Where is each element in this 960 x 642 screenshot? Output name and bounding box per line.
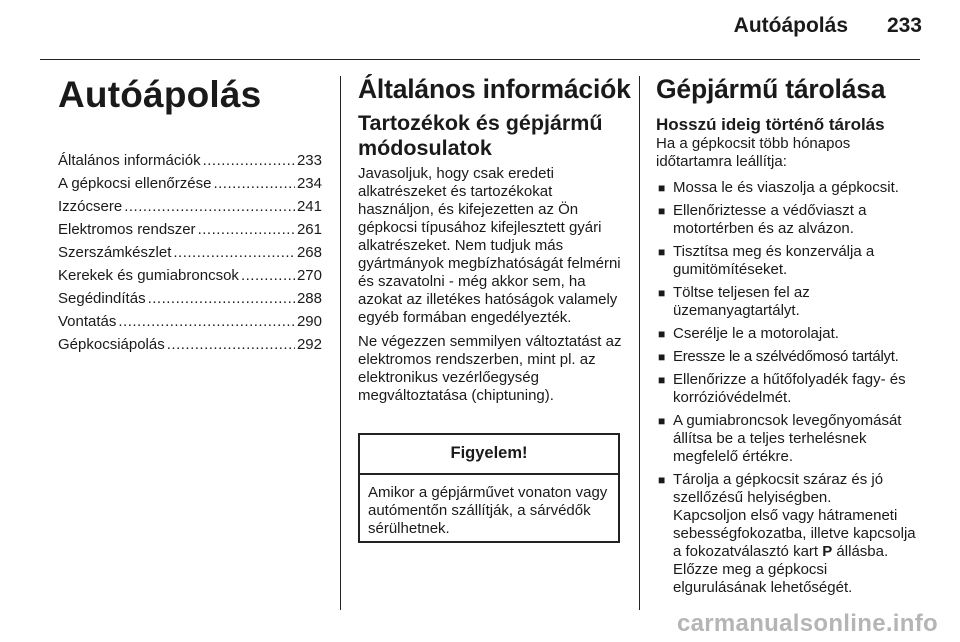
toc-entry[interactable]: [58, 195, 322, 218]
toc-entry-page: 288: [296, 290, 322, 307]
toc-entry-page: 290: [296, 313, 322, 330]
bullet-square-icon: ■: [658, 204, 666, 218]
toc-entry[interactable]: [58, 241, 322, 264]
general-info-column: [358, 74, 631, 411]
header-divider: [40, 59, 920, 60]
toc-entry-title: Szerszámkészlet: [58, 244, 172, 261]
toc-entry-page: 270: [296, 267, 322, 284]
toc-entry-page: 233: [296, 152, 322, 169]
toc-entry-title: Vontatás: [58, 313, 117, 330]
general-info-heading: Általános információk: [358, 74, 631, 104]
bullet-square-icon: ■: [658, 286, 666, 300]
list-item-text: Mossa le és viaszolja a gépkocsit.: [673, 179, 899, 196]
storage-intro: Ha a gépkocsit több hónapos időtartamra leállítja:: [656, 135, 851, 170]
list-item: [656, 284, 922, 320]
toc-entry[interactable]: [58, 149, 322, 172]
list-item: [656, 243, 922, 279]
list-item: [656, 371, 922, 407]
list-item-text: Cserélje le a motorolajat.: [673, 325, 839, 342]
toc-leader: [213, 172, 295, 195]
toc-leader: [241, 264, 295, 287]
toc-entry-title: Elektromos rendszer: [58, 221, 196, 238]
toc-entry-page: 292: [296, 336, 322, 353]
gear-position-p: P: [822, 543, 833, 560]
bullet-square-icon: ■: [658, 473, 666, 487]
watermark: carmanualsonline.info: [676, 610, 938, 637]
list-item-text: Eressze le a szélvédőmosó tartályt.: [673, 348, 899, 365]
toc-entry[interactable]: [58, 218, 322, 241]
storage-heading: Gépjármű tárolása: [656, 74, 886, 104]
accessories-subheading: Tartozékok és gépjármű módosulatok: [358, 111, 603, 160]
caution-box: [358, 433, 620, 543]
chapter-title: Autóápolás: [58, 74, 262, 115]
toc-entry-page: 261: [296, 221, 322, 238]
toc-leader: [173, 241, 295, 264]
page-number: 233: [886, 14, 922, 37]
bullet-square-icon: ■: [658, 414, 666, 428]
list-item: [656, 325, 922, 343]
bullet-square-icon: ■: [658, 350, 665, 364]
table-of-contents: [58, 149, 322, 356]
storage-column: [656, 74, 922, 602]
running-header-section: Autóápolás: [733, 14, 848, 37]
list-item-text: Tisztítsa meg és konzerválja a gumitömítéseket.: [673, 243, 875, 278]
toc-leader: [203, 149, 295, 172]
toc-entry-title: Segédindítás: [58, 290, 146, 307]
bullet-square-icon: ■: [658, 181, 666, 195]
list-item-text: Töltse teljesen fel az üzemanyagtartályt.: [673, 284, 810, 319]
column-divider-2: [639, 76, 640, 610]
toc-entry-title: Kerekek és gumiabroncsok: [58, 267, 239, 284]
toc-entry-title: Gépkocsiápolás: [58, 336, 165, 353]
bullet-square-icon: ■: [658, 373, 666, 387]
list-item-text: Tárolja a gépkocsit száraz és jó szellőzésű helyiségben.: [673, 471, 884, 506]
toc-entry-page: 241: [296, 198, 322, 215]
bullet-square-icon: ■: [658, 245, 666, 259]
bullet-square-icon: ■: [658, 327, 666, 341]
toc-entry-page: 234: [296, 175, 322, 192]
accessories-paragraph: Javasoljuk, hogy csak eredeti alkatrészeket és tartozékokat használjon, és kifejezetten az Ön gépkocsi típusához kifejlesztett gyári alkatrészeket. Nem tudjuk más gyártmányok megbízhatóságát felmérni és szavatolni - még akkor sem, ha azokat az illetékes hatóságok valamely egyéb formában engedélyezték.: [358, 165, 621, 326]
list-item: [656, 471, 922, 597]
list-item-text: A gumiabroncsok levegőnyomását állítsa be a teljes terhelésnek megfelelő értékre.: [673, 412, 902, 465]
list-item-text: Ellenőriztesse a védőviaszt a motortérben és az alvázon.: [673, 202, 867, 237]
toc-leader: [148, 287, 295, 310]
list-item-text-continued: Kapcsoljon első vagy hátrameneti sebességfokozatba, illetve kapcsolja a fokozatválasztó kart: [673, 507, 916, 560]
toc-entry-page: 268: [296, 244, 322, 261]
list-item: [656, 348, 922, 366]
list-item: [656, 412, 922, 466]
toc-entry[interactable]: [58, 264, 322, 287]
toc-entry[interactable]: [58, 172, 322, 195]
toc-entry-title: Általános információk: [58, 152, 201, 169]
toc-entry-title: A gépkocsi ellenőrzése: [58, 175, 212, 192]
toc-leader: [118, 310, 295, 333]
toc-leader: [124, 195, 295, 218]
electrical-paragraph: Ne végezzen semmilyen változtatást az elektromos rendszerben, mint pl. az elektronikus vezérlőegység megváltoztatása (chiptuning).: [358, 333, 622, 404]
list-item: [656, 179, 922, 197]
caution-title: Figyelem!: [360, 435, 618, 475]
toc-entry[interactable]: [58, 333, 322, 356]
column-divider-1: [340, 76, 341, 610]
storage-checklist: [656, 179, 922, 597]
toc-entry[interactable]: [58, 310, 322, 333]
list-item-text-end: állásba. Előzze meg a gépkocsi elgurulásának lehetőségét.: [673, 543, 889, 596]
toc-leader: [167, 333, 295, 356]
long-term-storage-subheading: Hosszú ideig történő tárolás: [656, 115, 885, 134]
list-item-text: Ellenőrizze a hűtőfolyadék fagy- és korrózióvédelmét.: [673, 371, 906, 406]
toc-entry[interactable]: [58, 287, 322, 310]
toc-entry-title: Izzócsere: [58, 198, 123, 215]
caution-text: Amikor a gépjárművet vonaton vagy autómentőn szállítják, a sárvédők sérülhetnek.: [368, 484, 608, 537]
toc-leader: [198, 218, 295, 241]
list-item: [656, 202, 922, 238]
